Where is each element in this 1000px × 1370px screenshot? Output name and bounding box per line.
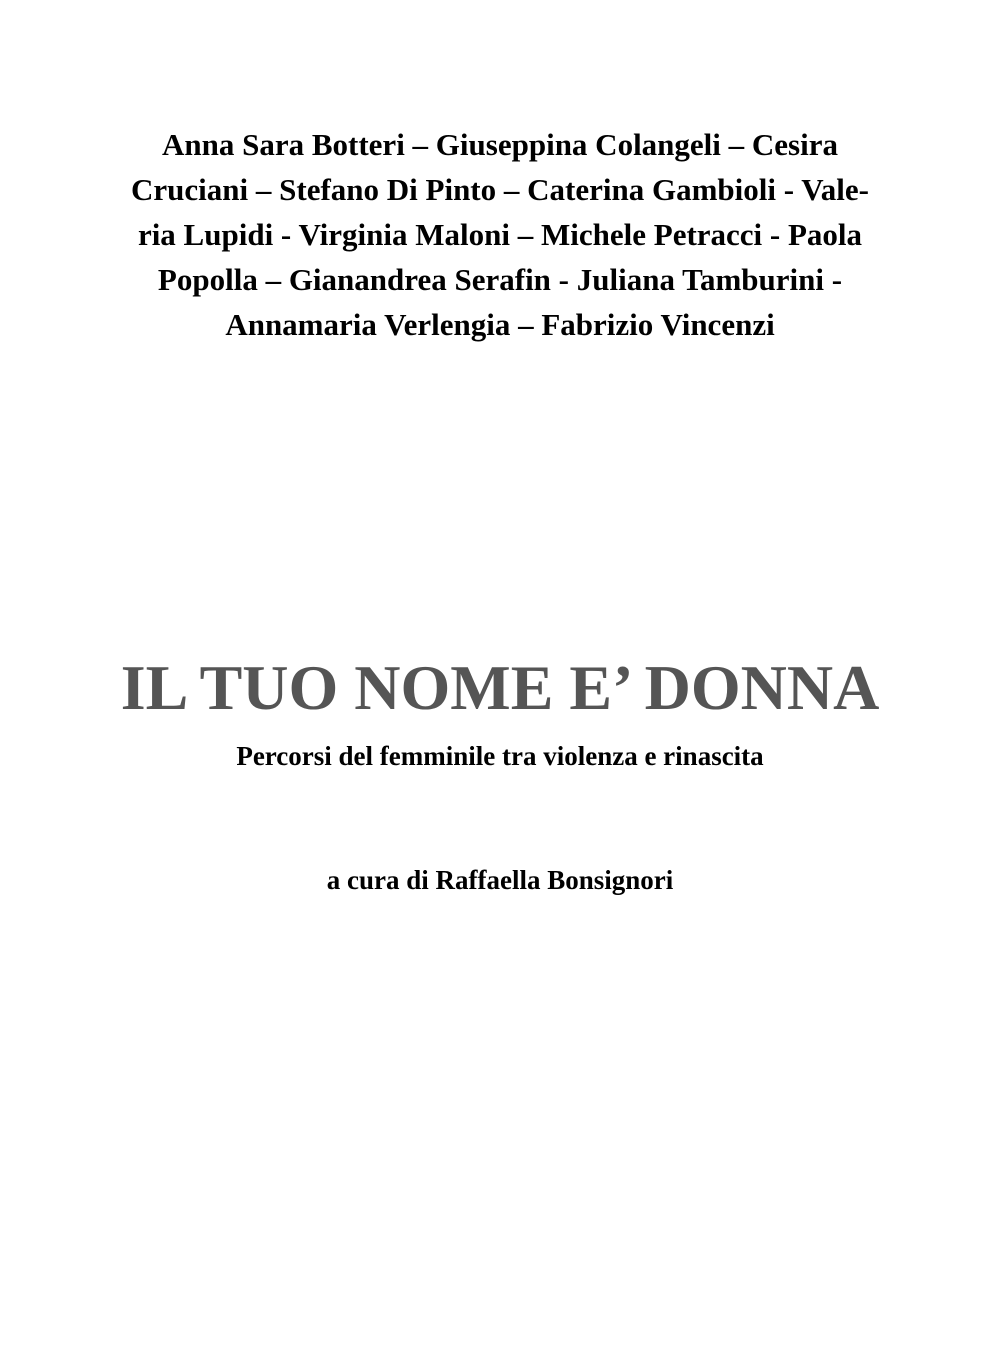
- authors-line-5: Annamaria Verlengia – Fabrizio Vincenzi: [225, 307, 775, 342]
- editor-credit: a cura di Raffaella Bonsignori: [326, 865, 674, 895]
- book-title: IL TUO NOME E’ DONNA: [120, 652, 880, 723]
- authors-line-1: Anna Sara Botteri – Giuseppina Colangeli – Cesira: [161, 127, 838, 162]
- authors-line-3: ria Lupidi - Virginia Maloni – Michele Petracci - Paola: [137, 217, 863, 252]
- book-subtitle: Percorsi del femminile tra violenza e rinascita: [236, 741, 764, 771]
- authors-line-4: Popolla – Gianandrea Serafin - Juliana Tamburini -: [157, 262, 843, 297]
- authors-line-2: Cruciani – Stefano Di Pinto – Caterina Gambioli - Vale-: [131, 172, 869, 207]
- authors-block: [0, 122, 1000, 347]
